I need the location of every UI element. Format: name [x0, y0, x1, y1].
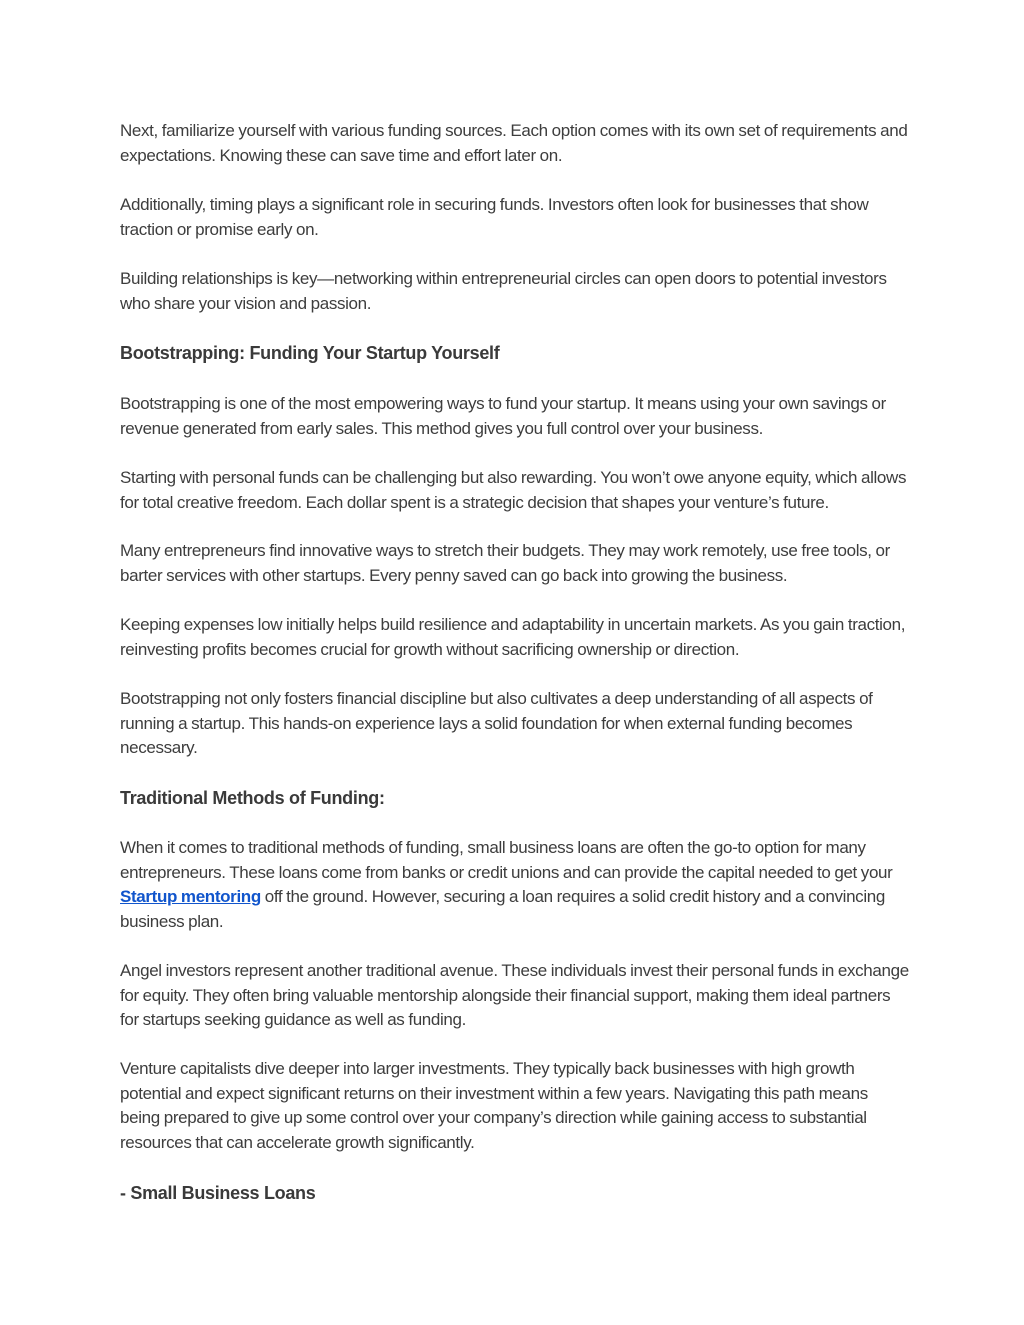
intro-paragraph-funding-sources: Next, familiarize yourself with various funding sources. Each option comes with its own set of requirements and expectations. Knowing these can save time and effort later on.	[120, 121, 908, 165]
subheading-small-business-loans: - Small Business Loans	[120, 1183, 316, 1203]
intro-paragraph-timing: Additionally, timing plays a significant role in securing funds. Investors often look for businesses that show traction or promise early on.	[120, 195, 869, 239]
intro-paragraph-relationships: Building relationships is key—networking within entrepreneurial circles can open doors to potential investors who share your vision and passion.	[120, 269, 887, 313]
traditional-paragraph-angel-investors: Angel investors represent another traditional avenue. These individuals invest their personal funds in exchange for equity. They often bring valuable mentorship alongside their financial support, making them ideal partners for startups seeking guidance as well as funding.	[120, 961, 909, 1030]
traditional-paragraph-venture-capital: Venture capitalists dive deeper into larger investments. They typically back businesses with high growth potential and expect significant returns on their investment within a few years. Navigating this path means being prepared to give up some control over your company’s direction while gaining access to substantial resources that can accelerate growth significantly.	[120, 1059, 868, 1152]
loans-text-before-link: When it comes to traditional methods of funding, small business loans are often the go-to option for many entrepreneurs. These loans come from banks or credit unions and can provide the capital needed to get your	[120, 838, 893, 882]
bootstrapping-paragraph-budgets: Many entrepreneurs find innovative ways to stretch their budgets. They may work remotely, use free tools, or barter services with other startups. Every penny saved can go back into growing the business.	[120, 541, 890, 585]
traditional-paragraph-loans	[120, 836, 910, 934]
heading-traditional-methods: Traditional Methods of Funding:	[120, 788, 385, 808]
bootstrapping-paragraph-personal-funds: Starting with personal funds can be challenging but also rewarding. You won’t owe anyone equity, which allows for total creative freedom. Each dollar spent is a strategic decision that shapes your venture’s future.	[120, 468, 907, 512]
bootstrapping-paragraph-discipline: Bootstrapping not only fosters financial discipline but also cultivates a deep understanding of all aspects of running a startup. This hands-on experience lays a solid foundation for when external funding becomes necessary.	[120, 689, 873, 758]
heading-bootstrapping: Bootstrapping: Funding Your Startup Yourself	[120, 343, 500, 363]
startup-mentoring-link[interactable]: Startup mentoring	[120, 887, 261, 907]
bootstrapping-paragraph-expenses: Keeping expenses low initially helps build resilience and adaptability in uncertain markets. As you gain traction, reinvesting profits becomes crucial for growth without sacrificing ownership or direction.	[120, 615, 906, 659]
bootstrapping-paragraph-definition: Bootstrapping is one of the most empowering ways to fund your startup. It means using your own savings or revenue generated from early sales. This method gives you full control over your business.	[120, 394, 886, 438]
loans-text-after-link: off the ground. However, securing a loan requires a solid credit history and a convincing business plan.	[120, 887, 885, 931]
